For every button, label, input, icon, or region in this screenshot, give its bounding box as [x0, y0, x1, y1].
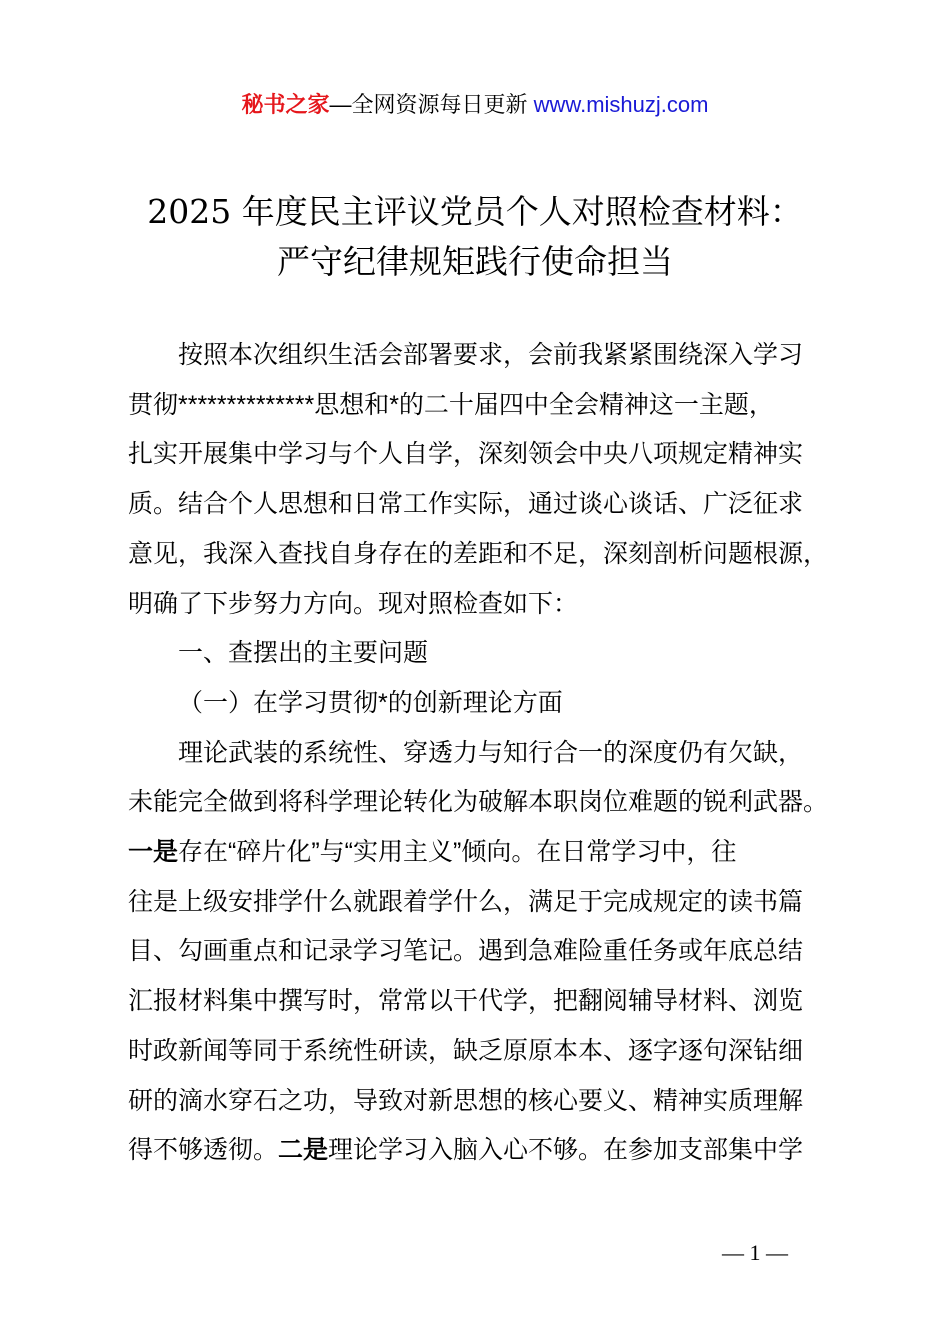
body-line [128, 439, 803, 469]
line-text: 未能完全做到将科学理论转化为破解本职岗位难题的锐利武器。 [128, 788, 829, 817]
body-line [128, 837, 736, 867]
line-text: 汇报材料集中撰写时，常常以干代学，把翻阅辅导材料、浏览 [128, 987, 804, 1016]
line-text: 扎实开展集中学习与个人自学，深刻领会中央八项规定精神实 [128, 440, 804, 469]
document-title-line-1: 2025 年度民主评议党员个人对照检查材料： [147, 192, 803, 231]
line-text: 目、勾画重点和记录学习笔记。遇到急难险重任务或年底总结 [128, 937, 804, 966]
line-text: 理论学习入脑入心不够。在参加支部集中学 [328, 1136, 804, 1165]
body-line [128, 887, 803, 917]
brand-name: 秘书之家 [241, 92, 330, 117]
bold-lead: 一是 [128, 838, 179, 866]
body-line [128, 986, 803, 1016]
body-line [178, 638, 428, 668]
line-text: 意见，我深入查找自身存在的差距和不足，深刻剖析问题根源， [128, 539, 829, 568]
body-line [128, 489, 803, 519]
body-line [128, 936, 803, 966]
body-line [128, 390, 774, 420]
body-line [128, 787, 828, 817]
line-text: （一）在学习贯彻*的创新理论方面 [178, 688, 563, 717]
line-text: 按照本次组织生活会部署要求，会前我紧紧围绕深入学习 [178, 341, 804, 369]
site-header [0, 88, 950, 119]
page-number: — 1 — [722, 1240, 788, 1265]
body-line [178, 340, 803, 370]
body-line [128, 539, 828, 569]
line-text: 存在“碎片化”与“实用主义”倾向。在日常学习中，往 [178, 838, 737, 866]
body-line [128, 1086, 803, 1116]
line-text: 一、查摆出的主要问题 [178, 639, 429, 668]
line-text: 研的滴水穿石之功，导致对新思想的核心要义、精神实质理解 [128, 1086, 804, 1115]
document-title-line-2: 严守纪律规矩践行使命担当 [277, 242, 673, 281]
body-line [128, 1036, 803, 1066]
line-text: 明确了下步努力方向。现对照检查如下： [128, 589, 579, 618]
body-line [128, 589, 578, 619]
line-text: 理论武装的系统性、穿透力与知行合一的深度仍有欠缺， [178, 738, 804, 767]
bold-lead: 二是 [278, 1136, 329, 1165]
body-line [178, 738, 803, 768]
header-tagline: —全网资源每日更新 [329, 92, 534, 117]
line-text: 往是上级安排学什么就跟着学什么，满足于完成规定的读书篇 [128, 887, 804, 916]
line-text: 贯彻**************思想和*的二十届四中全会精神这一主题， [128, 390, 774, 419]
line-text: 时政新闻等同于系统性研读，缺乏原原本本、逐字逐句深钻细 [128, 1036, 804, 1065]
line-prefix-text: 得不够透彻。 [128, 1136, 279, 1165]
line-text: 质。结合个人思想和日常工作实际，通过谈心谈话、广泛征求 [128, 490, 804, 519]
body-line [178, 688, 563, 718]
site-url-link[interactable]: www.mishuzj.com [533, 92, 709, 117]
body-line [128, 1135, 803, 1165]
